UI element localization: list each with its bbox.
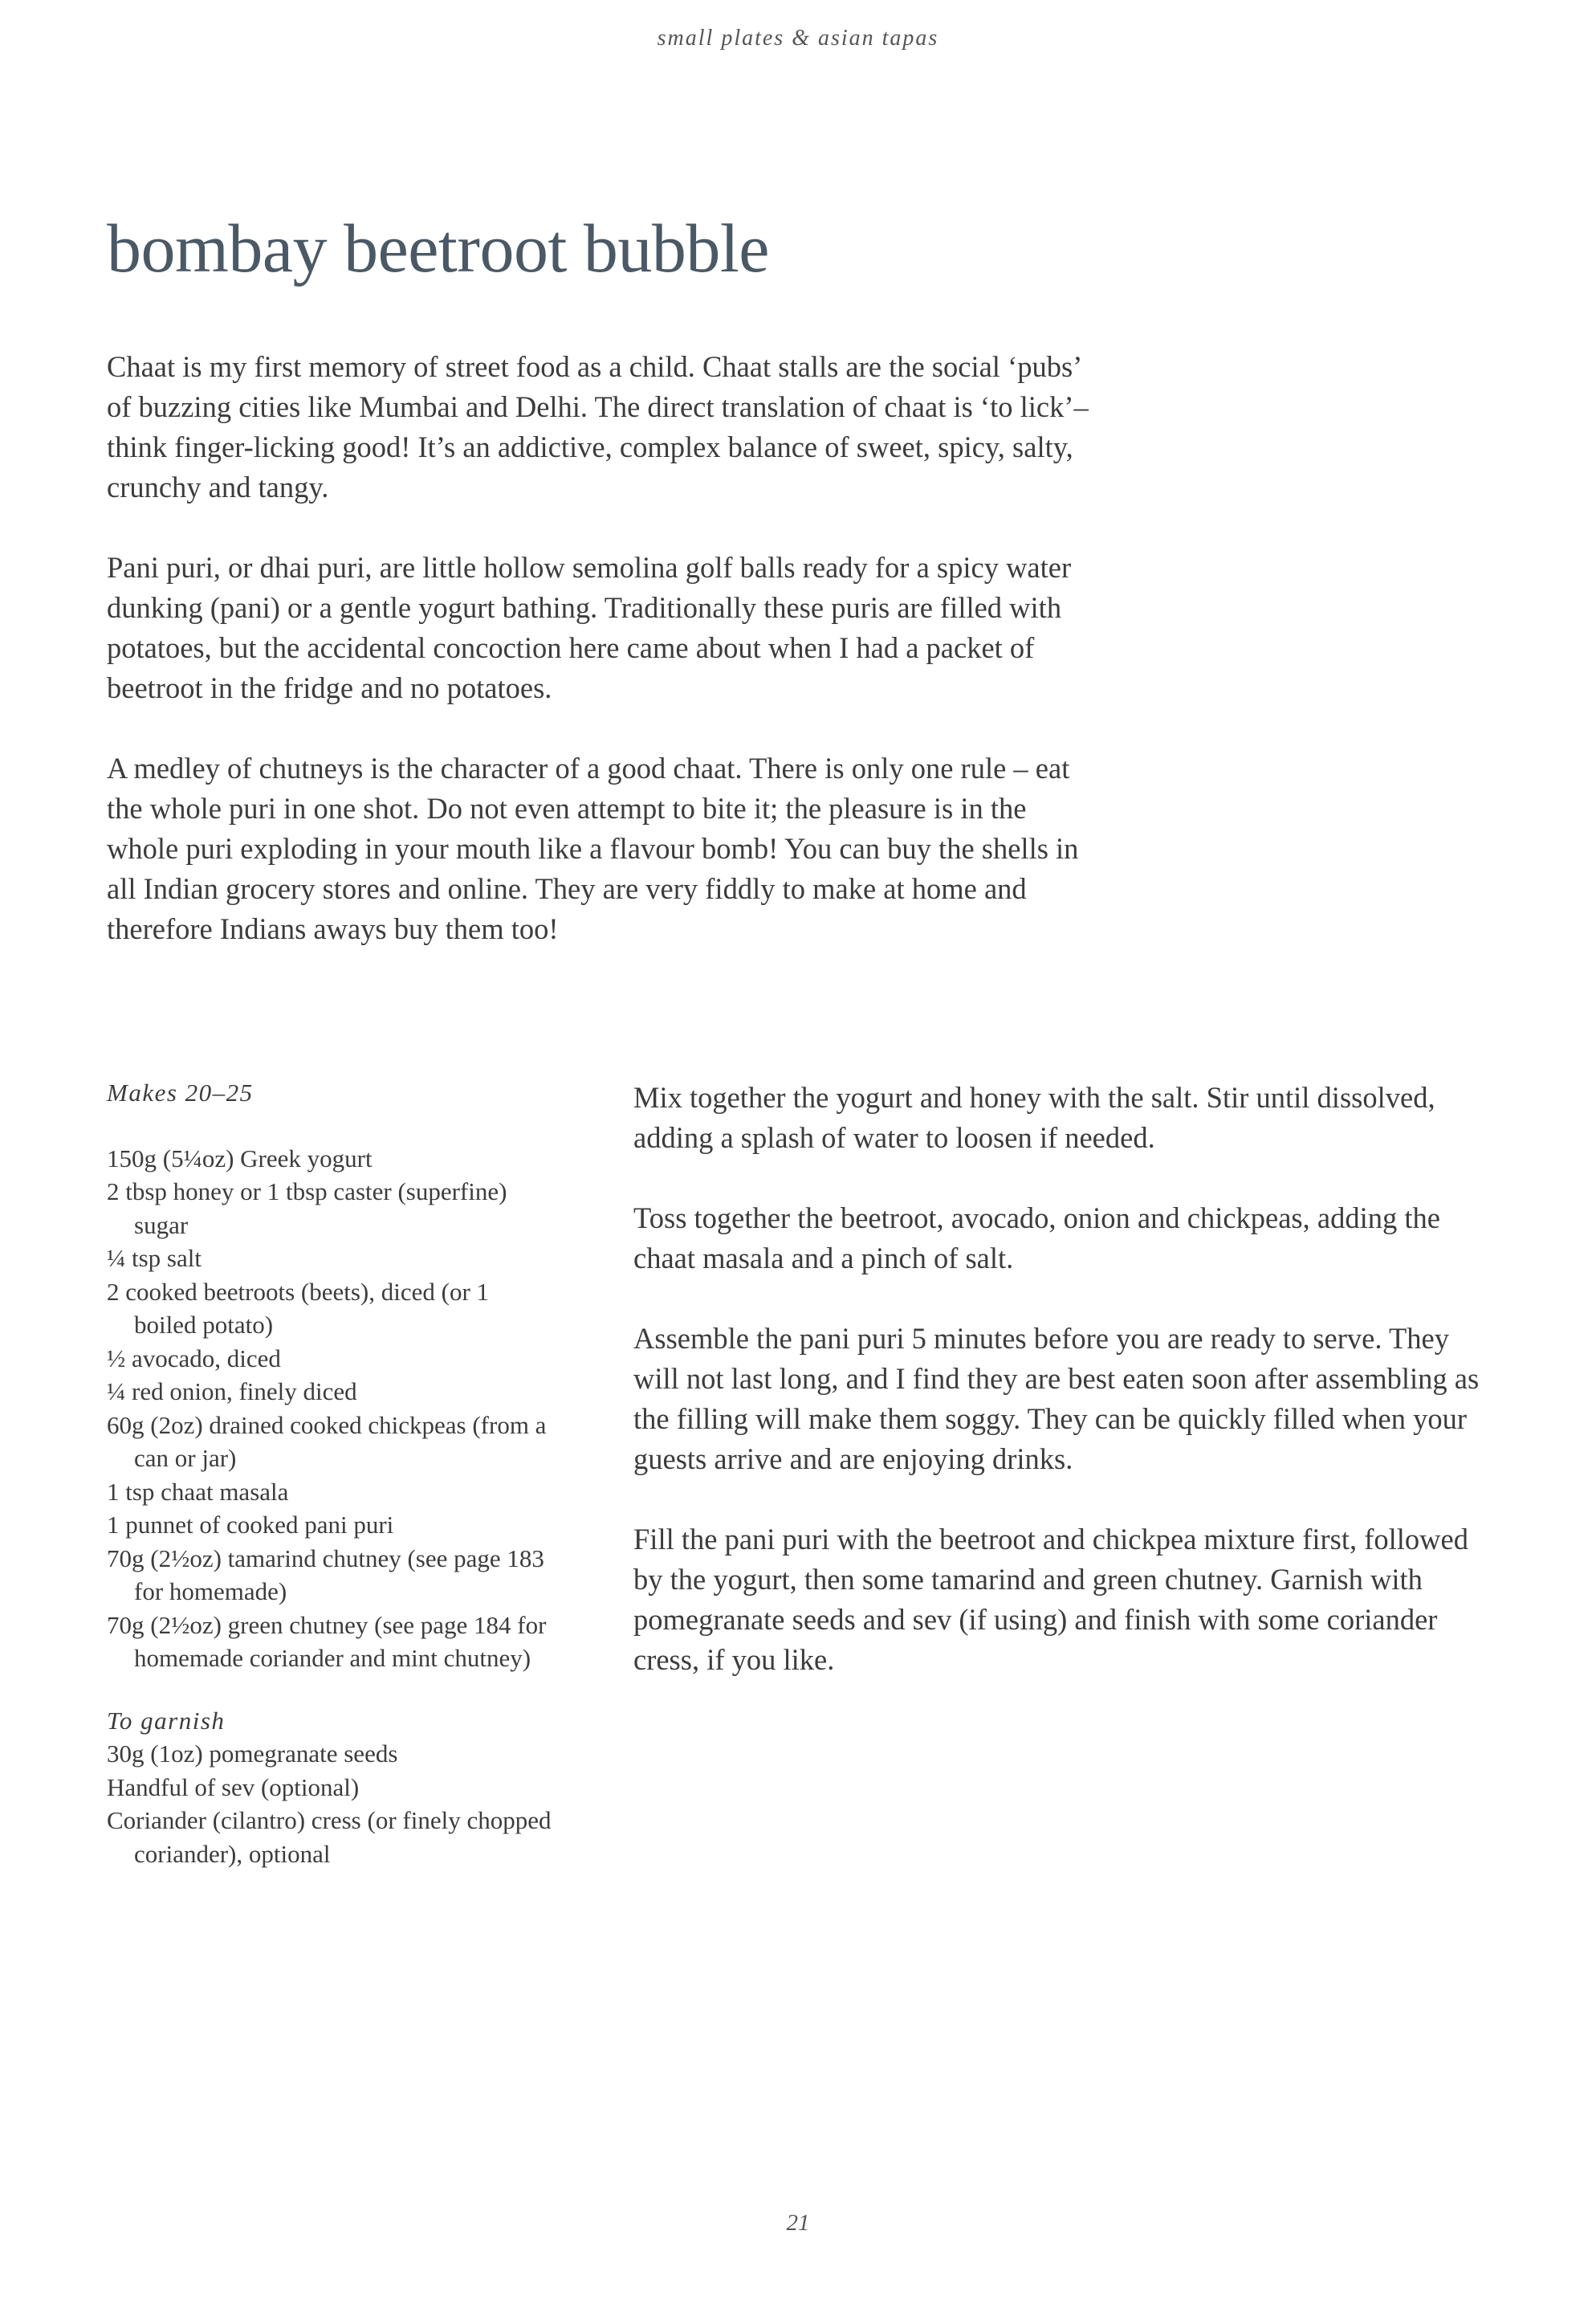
method-step: Mix together the yogurt and honey with the salt. Stir until dissolved, adding a splash of water to loosen if needed. (633, 1081, 1435, 1154)
ingredient-item: 70g (2½oz) green chutney (see page 184 for homemade coriander and mint chutney) (107, 1610, 547, 1672)
method-column (633, 1078, 1492, 1720)
intro-paragraph: Pani puri, or dhai puri, are little hollow semolina golf balls ready for a spicy water dunking (pani) or a gentle yogurt bathing. Traditionally these puris are filled with potatoes, but the accidental concoction here came about when I had a packet of beetroot in the fridge and no potatoes. (107, 551, 1072, 704)
garnish-heading: To garnish (107, 1706, 226, 1735)
page-number: 21 (786, 2210, 810, 2236)
ingredient-item: ½ avocado, diced (107, 1344, 281, 1372)
ingredients-column (107, 1076, 556, 1870)
ingredient-item: 150g (5¼oz) Greek yogurt (107, 1144, 373, 1172)
ingredient-item: 2 cooked beetroots (beets), diced (or 1 boiled potato) (107, 1277, 490, 1339)
method-step: Toss together the beetroot, avocado, onion and chickpeas, adding the chaat masala and a pinch of salt. (633, 1201, 1440, 1274)
running-head: small plates & asian tapas (657, 26, 939, 51)
ingredient-item: 60g (2oz) drained cooked chickpeas (from a can or jar) (107, 1410, 547, 1472)
garnish-list (107, 1737, 556, 1870)
method-step: Fill the pani puri with the beetroot and chickpea mixture first, followed by the yogurt, then some tamarind and green chutney. Garnish with pomegranate seeds and sev (if using) and finish with some coriander cress, if you like. (633, 1523, 1468, 1676)
ingredient-item: 1 punnet of cooked pani puri (107, 1511, 394, 1539)
recipe-title: bombay beetroot bubble (107, 210, 769, 287)
method-step: Assemble the pani puri 5 minutes before you are ready to serve. They will not last long, and I find they are best eaten soon after assembling as the filling will make them soggy. They can be quickly filled when your guests arrive and are enjoying drinks. (633, 1322, 1480, 1475)
ingredient-item: ¼ tsp salt (107, 1244, 202, 1272)
makes-yield: Makes 20–25 (107, 1079, 254, 1107)
recipe-intro (107, 347, 1102, 989)
intro-paragraph: Chaat is my first memory of street food as a child. Chaat stalls are the social ‘pubs’ of buzzing cities like Mumbai and Delhi. The direct translation of chaat is ‘to lick’– think finger-licking good! It’s an addictive, complex balance of sweet, spicy, salty, crunchy and tangy. (107, 350, 1089, 504)
ingredient-item: 70g (2½oz) tamarind chutney (see page 183 for homemade) (107, 1543, 544, 1605)
ingredient-item: 1 tsp chaat masala (107, 1477, 289, 1506)
garnish-item: 30g (1oz) pomegranate seeds (107, 1739, 398, 1768)
garnish-item: Coriander (cilantro) cress (or finely chopped coriander), optional (107, 1806, 552, 1868)
ingredient-item: 2 tbsp honey or 1 tbsp caster (superfine) sugar (107, 1177, 507, 1239)
intro-paragraph: A medley of chutneys is the character of a good chaat. There is only one rule – eat the whole puri in one shot. Do not even attempt to bite it; the pleasure is in the whole puri exploding in your mouth like a flavour bomb! You can buy the shells in all Indian grocery stores and online. They are very fiddly to make at home and therefore Indians aways buy them too! (107, 752, 1079, 945)
garnish-item: Handful of sev (optional) (107, 1772, 360, 1801)
ingredient-list (107, 1142, 556, 1675)
ingredient-item: ¼ red onion, finely diced (107, 1377, 357, 1405)
